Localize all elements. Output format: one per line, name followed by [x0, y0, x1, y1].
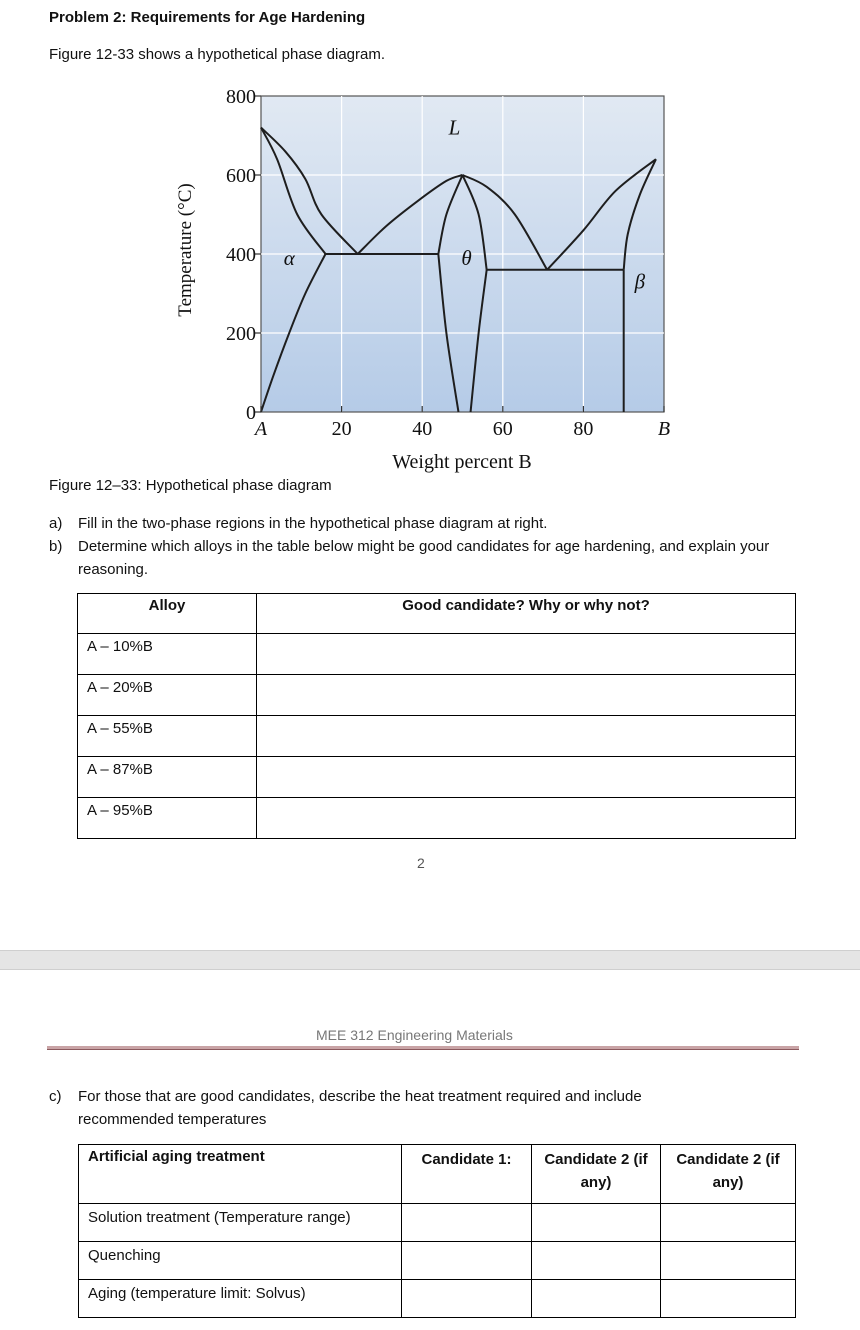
answer-cell[interactable] [402, 1204, 532, 1242]
y-tick-label: 400 [226, 244, 256, 266]
y-tick-labels [226, 86, 256, 424]
aging-table-header [79, 1145, 796, 1204]
region-label: β [634, 269, 646, 294]
treatment-step: Aging (temperature limit: Solvus) [79, 1280, 402, 1318]
region-label: L [448, 115, 461, 140]
x-tick-label: B [657, 418, 671, 440]
page-number: 2 [417, 855, 425, 871]
aging-treatment-table [78, 1144, 796, 1318]
region-label: θ [461, 245, 472, 270]
y-tick-label: 800 [226, 86, 256, 108]
question-c [49, 1085, 729, 1131]
answer-cell[interactable] [257, 634, 796, 675]
x-tick-label: 60 [492, 418, 513, 440]
table-row [78, 757, 796, 798]
table-row [79, 1204, 796, 1242]
region-label: α [283, 245, 295, 270]
table-row [78, 634, 796, 675]
x-tick-label: 40 [412, 418, 433, 440]
page-break [0, 950, 860, 970]
answer-cell[interactable] [532, 1242, 661, 1280]
intro-text: Figure 12-33 shows a hypothetical phase diagram. [49, 46, 386, 63]
question-c-text: For those that are good candidates, describe the heat treatment required and include recommended temperatures [78, 1088, 642, 1128]
table-row [79, 1280, 796, 1318]
y-tick-label: 200 [226, 323, 256, 345]
table-row [78, 798, 796, 839]
table-row [79, 1242, 796, 1280]
alloy-header: Alloy [78, 594, 257, 634]
answer-cell[interactable] [257, 716, 796, 757]
treatment-header: Artificial aging treatment [79, 1145, 402, 1204]
alloy-cell: A – 20%B [78, 675, 257, 716]
alloy-cell: A – 95%B [78, 798, 257, 839]
answer-cell[interactable] [661, 1242, 796, 1280]
answer-cell[interactable] [257, 675, 796, 716]
answer-cell[interactable] [661, 1280, 796, 1318]
footer-rule [47, 1046, 799, 1050]
question-a [49, 512, 799, 535]
question-a-text: Fill in the two-phase regions in the hypothetical phase diagram at right. [78, 515, 548, 532]
x-axis-label: Weight percent B [392, 451, 532, 473]
question-a-label: a) [49, 515, 63, 532]
answer-cell[interactable] [661, 1204, 796, 1242]
treatment-step: Solution treatment (Temperature range) [79, 1204, 402, 1242]
candidate-1-header: Candidate 1: [402, 1145, 532, 1204]
figure-caption: Figure 12–33: Hypothetical phase diagram [49, 477, 332, 494]
problem-title: Problem 2: Requirements for Age Hardening [49, 9, 366, 26]
table-row [78, 716, 796, 757]
question-list [49, 512, 799, 581]
question-b [49, 535, 799, 581]
alloy-cell: A – 10%B [78, 634, 257, 675]
x-tick-label: A [254, 418, 268, 440]
answer-cell[interactable] [402, 1280, 532, 1318]
alloy-table [77, 593, 796, 839]
alloy-cell: A – 55%B [78, 716, 257, 757]
answer-cell[interactable] [532, 1280, 661, 1318]
y-axis-label: Temperature (°C) [175, 183, 196, 317]
answer-cell[interactable] [257, 757, 796, 798]
treatment-step: Quenching [79, 1242, 402, 1280]
answer-cell[interactable] [402, 1242, 532, 1280]
question-b-label: b) [49, 538, 63, 555]
question-b-text: Determine which alloys in the table below might be good candidates for age hardening, and explain your reasoning. [78, 538, 770, 578]
table-row [78, 675, 796, 716]
phase-diagram-figure [160, 80, 700, 475]
candidate-3-header: Candidate 2 (if any) [661, 1145, 796, 1204]
x-tick-label: 20 [331, 418, 352, 440]
x-tick-label: 80 [573, 418, 594, 440]
answer-cell[interactable] [257, 798, 796, 839]
answer-cell[interactable] [532, 1204, 661, 1242]
alloy-cell: A – 87%B [78, 757, 257, 798]
candidate-2-header: Candidate 2 (if any) [532, 1145, 661, 1204]
y-tick-label: 0 [246, 402, 256, 424]
candidate-header: Good candidate? Why or why not? [257, 594, 796, 634]
footer-text: MEE 312 Engineering Materials [316, 1027, 513, 1043]
alloy-table-header [78, 594, 796, 634]
x-tick-labels [253, 418, 670, 440]
question-c-label: c) [49, 1088, 62, 1105]
y-tick-label: 600 [226, 165, 256, 187]
